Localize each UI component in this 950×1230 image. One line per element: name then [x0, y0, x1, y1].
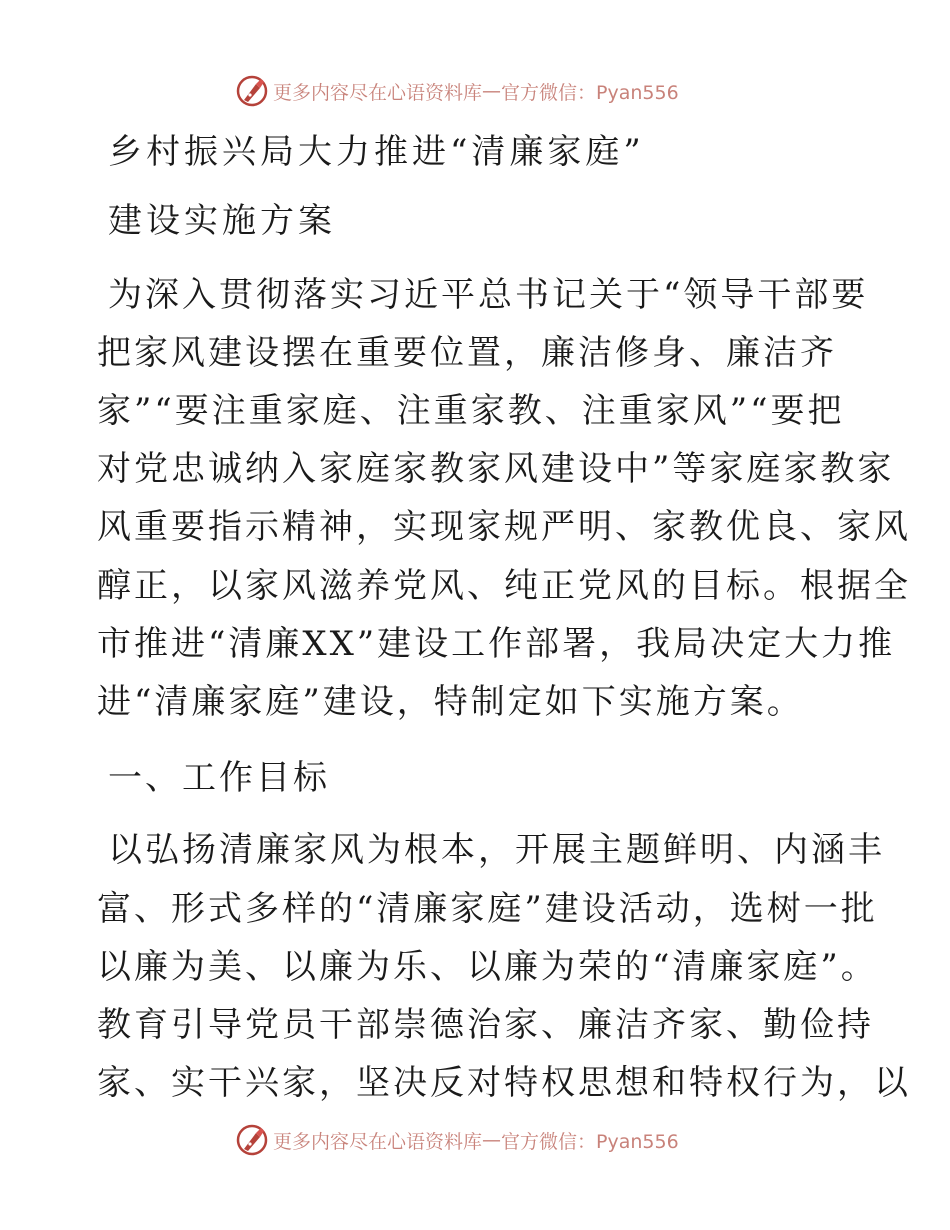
intro-line: 对党忠诚纳入家庭家教家风建设中”等家庭家教家 — [97, 449, 895, 489]
intro-line: 进“清廉家庭”建设，特制定如下实施方案。 — [97, 682, 804, 722]
intro-line: 把家风建设摆在重要位置，廉洁修身、廉洁齐 — [97, 333, 837, 373]
watermark-header — [235, 73, 679, 109]
intro-line: 市推进“清廉XX”建设工作部署，我局决定大力推 — [97, 624, 896, 664]
section-line: 以弘扬清廉家风为根本，开展主题鲜明、内涵丰 — [108, 830, 885, 870]
section-heading: 一、工作目标 — [108, 758, 330, 798]
section-line: 教育引导党员干部崇德治家、廉洁齐家、勤俭持 — [97, 1005, 874, 1045]
intro-line: 风重要指示精神，实现家规严明、家教优良、家风 — [97, 507, 911, 547]
intro-line: 为深入贯彻落实习近平总书记关于“领导干部要 — [108, 275, 869, 315]
pen-nib-circle-icon — [235, 1123, 269, 1157]
pen-nib-circle-icon — [235, 74, 269, 108]
watermark-separator: — — [482, 1129, 502, 1151]
watermark-separator: — — [482, 80, 502, 102]
watermark-wechat: 官方微信：Pyan556 — [501, 81, 679, 104]
watermark-text: 更多内容尽在心语资料库 — [273, 81, 483, 104]
document-title-line-1: 乡村振兴局大力推进“清廉家庭” — [108, 132, 645, 172]
watermark-footer — [235, 1122, 679, 1158]
watermark-wechat: 官方微信：Pyan556 — [501, 1130, 679, 1153]
section-line: 家、实干兴家，坚决反对特权思想和特权行为，以 — [97, 1063, 911, 1103]
section-line: 富、形式多样的“清廉家庭”建设活动，选树一批 — [97, 889, 878, 929]
section-line: 以廉为美、以廉为乐、以廉为荣的“清廉家庭”。 — [97, 947, 878, 987]
document-title-line-2: 建设实施方案 — [108, 201, 336, 241]
intro-line: 醇正，以家风滋养党风、纯正党风的目标。根据全 — [97, 566, 911, 606]
intro-line: 家”“要注重家庭、注重家教、注重家风”“要把 — [97, 391, 845, 431]
watermark-text: 更多内容尽在心语资料库 — [273, 1130, 483, 1153]
